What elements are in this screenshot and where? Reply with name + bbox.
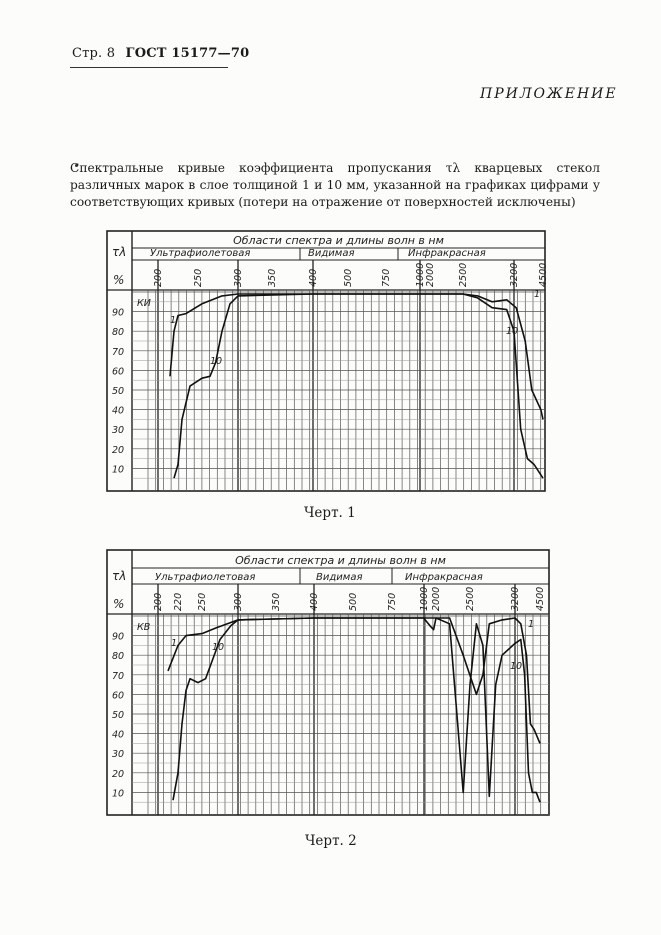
y-tick-label: 50 xyxy=(112,386,125,397)
x-tick-label: 250 xyxy=(197,592,208,611)
y-tick-label: 10 xyxy=(112,788,125,800)
x-tick-label: 3200 xyxy=(510,586,521,611)
x-tick-label: 300 xyxy=(233,592,244,611)
y-tick-label: 40 xyxy=(112,729,125,741)
series-label: 1 xyxy=(170,315,177,326)
y-tick-label: 20 xyxy=(112,444,125,456)
y-tick-label: 30 xyxy=(112,425,125,437)
series-label: 1 xyxy=(528,619,535,630)
x-tick-label: 2000 xyxy=(425,262,436,287)
x-tick-label: 400 xyxy=(308,268,319,287)
region-label: Инфракрасная xyxy=(408,248,486,259)
standard-number: ГОСТ 15177—70 xyxy=(125,46,250,61)
region-label: Инфракрасная xyxy=(405,572,483,583)
region-label: Видимая xyxy=(316,572,363,583)
x-tick-label: 350 xyxy=(271,592,282,611)
x-tick-label: 1000 xyxy=(419,586,430,611)
series-label: 1 xyxy=(534,289,541,300)
figure-1-label: Черт. 1 xyxy=(304,505,356,521)
y-tick-label: 10 xyxy=(112,464,125,476)
series-label: 1 xyxy=(171,638,178,649)
x-tick-label: 300 xyxy=(233,268,244,287)
x-tick-label: 200 xyxy=(153,268,164,287)
y-tick-label: 80 xyxy=(112,327,125,339)
x-tick-label: 200 xyxy=(153,592,164,611)
y-tick-label: 20 xyxy=(112,768,125,780)
region-label: Видимая xyxy=(308,248,355,259)
y-tick-label: 80 xyxy=(112,651,125,663)
page-number: Стр. 8 xyxy=(72,46,116,61)
appendix-title: ПРИЛОЖЕНИЕ xyxy=(480,86,618,102)
y-tick-label: 90 xyxy=(112,631,125,643)
glass-mark-label: КИ xyxy=(137,298,151,309)
x-tick-label: 500 xyxy=(348,592,359,611)
tau-label: τλ xyxy=(112,245,127,259)
figure-caption: Спектральные кривые коэффициента пропускания τλ кварцевых стекол различных марок в слое толщиной 1 и 10 мм, указанной на графиках цифрами у соответствующих кривых (потери на отражение от поверхностей исключены) xyxy=(70,161,600,209)
x-tick-label: 350 xyxy=(267,268,278,287)
percent-label: % xyxy=(113,597,125,611)
x-tick-label: 4500 xyxy=(538,262,549,287)
x-tick-label: 4500 xyxy=(535,586,546,611)
y-tick-label: 70 xyxy=(112,670,125,682)
y-tick-label: 30 xyxy=(112,749,125,761)
spectrum-header-title: Области спектра и длины волн в нм xyxy=(233,234,444,247)
x-tick-label: 2500 xyxy=(465,586,476,611)
series-label: 10 xyxy=(506,326,519,337)
spectrum-header-title: Области спектра и длины волн в нм xyxy=(235,554,446,567)
y-tick-label: 50 xyxy=(112,710,125,721)
series-label: 10 xyxy=(212,642,225,653)
series-label: 10 xyxy=(210,356,223,367)
x-tick-label: 220 xyxy=(173,592,184,611)
figure-2-label: Черт. 2 xyxy=(305,833,357,849)
x-tick-label: 250 xyxy=(193,268,204,287)
y-tick-label: 90 xyxy=(112,307,125,319)
region-label: Ультрафиолетовая xyxy=(155,572,256,583)
region-label: Ультрафиолетовая xyxy=(150,248,251,259)
x-tick-label: 500 xyxy=(343,268,354,287)
y-tick-label: 60 xyxy=(112,366,125,378)
tau-label: τλ xyxy=(112,569,127,583)
y-tick-label: 70 xyxy=(112,346,125,358)
x-tick-label: 1000 xyxy=(415,262,426,287)
x-tick-label: 2000 xyxy=(431,586,442,611)
x-tick-label: 750 xyxy=(381,268,392,287)
x-tick-label: 2500 xyxy=(458,262,469,287)
series-label: 10 xyxy=(510,661,523,672)
x-tick-label: 750 xyxy=(387,592,398,611)
x-tick-label: 3200 xyxy=(509,262,520,287)
y-tick-label: 60 xyxy=(112,690,125,702)
glass-mark-label: КВ xyxy=(137,622,151,633)
y-tick-label: 40 xyxy=(112,405,125,417)
x-tick-label: 400 xyxy=(309,592,320,611)
percent-label: % xyxy=(113,273,125,287)
chart-frame xyxy=(107,550,549,815)
